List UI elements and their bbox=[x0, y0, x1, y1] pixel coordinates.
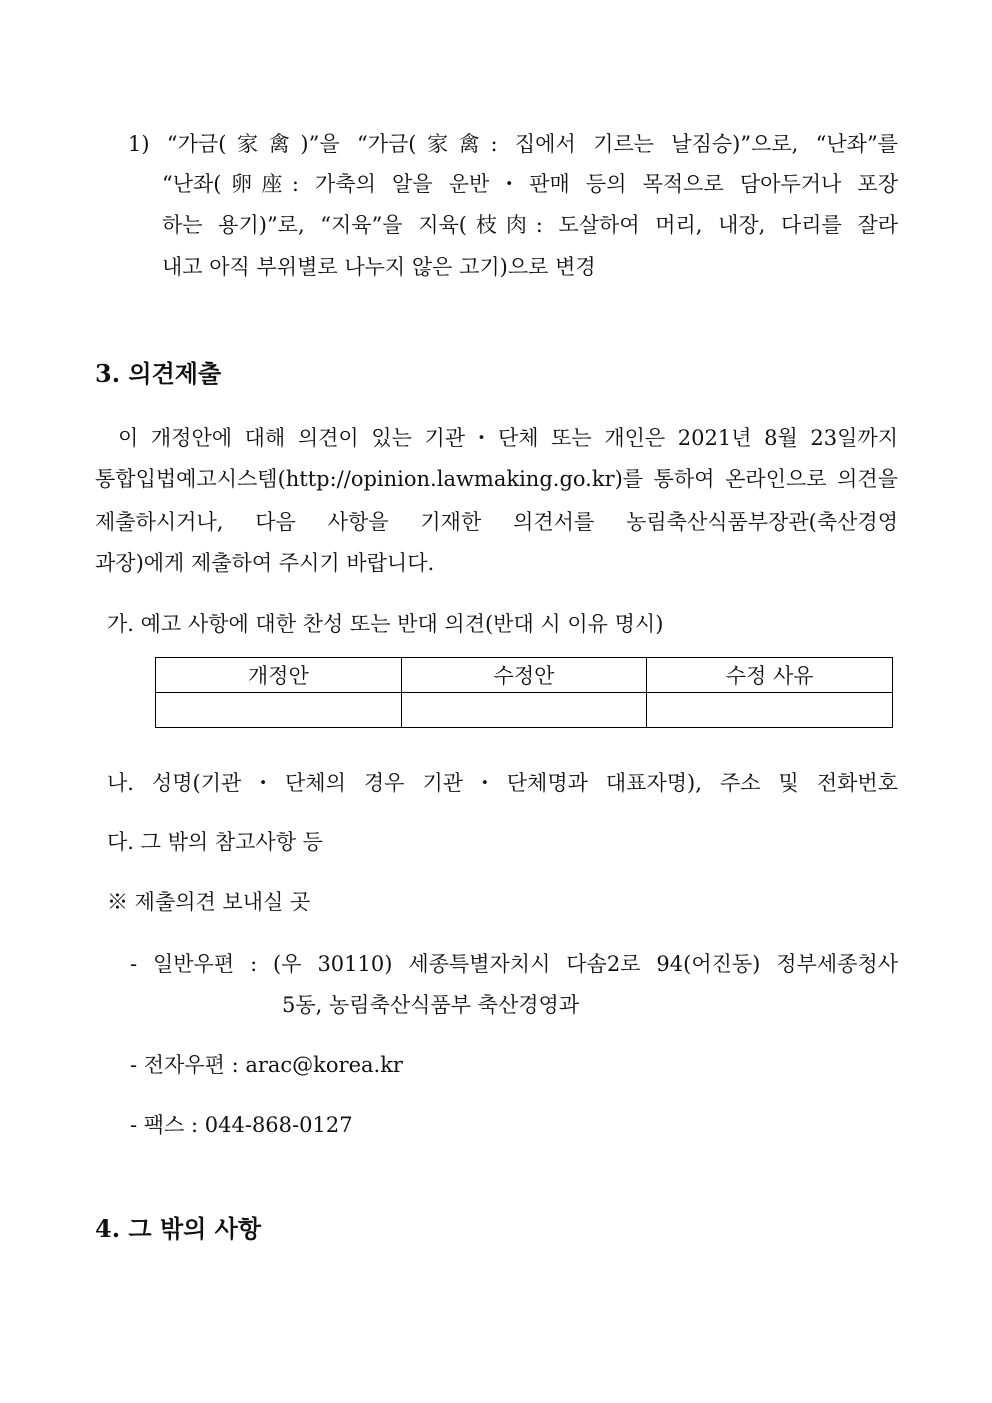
paragraph-line-3: 제출하시거나, 다음 사항을 기재한 의견서를 농림축산식품부장관(축산경영 bbox=[95, 510, 898, 534]
item-1-line-3: 하는 용기)”로, “지육”을 지육(枝肉: 도살하여 머리, 내장, 다리를 잘라 bbox=[162, 213, 898, 237]
opinion-table bbox=[155, 657, 893, 728]
mail-address-line-1: - 일반우편 : (우 30110) 세종특별자치시 다솜2로 94(어진동) 정부세종청사 bbox=[130, 952, 898, 976]
table-header-cell: 수정안 bbox=[401, 658, 647, 693]
section-4-heading: 4. 그 밖의 사항 bbox=[95, 1214, 262, 1243]
section-3-heading: 3. 의견제출 bbox=[95, 359, 222, 388]
item-na: 나. 성명(기관・단체의 경우 기관・단체명과 대표자명), 주소 및 전화번호 bbox=[107, 771, 898, 795]
fax-line: - 팩스 : 044-868-0127 bbox=[130, 1113, 353, 1137]
table-cell bbox=[647, 693, 893, 728]
item-1-line-4: 내고 아직 부위별로 나누지 않은 고기)으로 변경 bbox=[162, 255, 596, 279]
paragraph-line-1: 이 개정안에 대해 의견이 있는 기관・단체 또는 개인은 2021년 8월 23일까지 bbox=[118, 426, 898, 450]
submission-note: ※ 제출의견 보내실 곳 bbox=[107, 890, 311, 914]
table-cell bbox=[401, 693, 647, 728]
table-row bbox=[156, 693, 893, 728]
paragraph-line-2: 통합입법예고시스템(http://opinion.lawmaking.go.kr)를 통하여 온라인으로 의견을 bbox=[95, 467, 898, 491]
email-line: - 전자우편 : arac@korea.kr bbox=[130, 1053, 403, 1077]
table-cell bbox=[156, 693, 402, 728]
paragraph-line-4: 과장)에게 제출하여 주시기 바랍니다. bbox=[95, 551, 435, 575]
item-ga: 가. 예고 사항에 대한 찬성 또는 반대 의견(반대 시 이유 명시) bbox=[107, 612, 664, 636]
table-header-row bbox=[156, 658, 893, 693]
mail-address-line-2: 5동, 농림축산식품부 축산경영과 bbox=[282, 993, 580, 1017]
item-1-line-1: 1) “가금(家禽)”을 “가금(家禽: 집에서 기르는 날짐승)”으로, “난좌”를 bbox=[128, 132, 898, 156]
table-header-cell: 수정 사유 bbox=[647, 658, 893, 693]
item-1-line-2: “난좌(卵座: 가축의 알을 운반・판매 등의 목적으로 담아두거나 포장 bbox=[162, 172, 898, 196]
item-da: 다. 그 밖의 참고사항 등 bbox=[107, 830, 323, 854]
table-header-cell: 개정안 bbox=[156, 658, 402, 693]
